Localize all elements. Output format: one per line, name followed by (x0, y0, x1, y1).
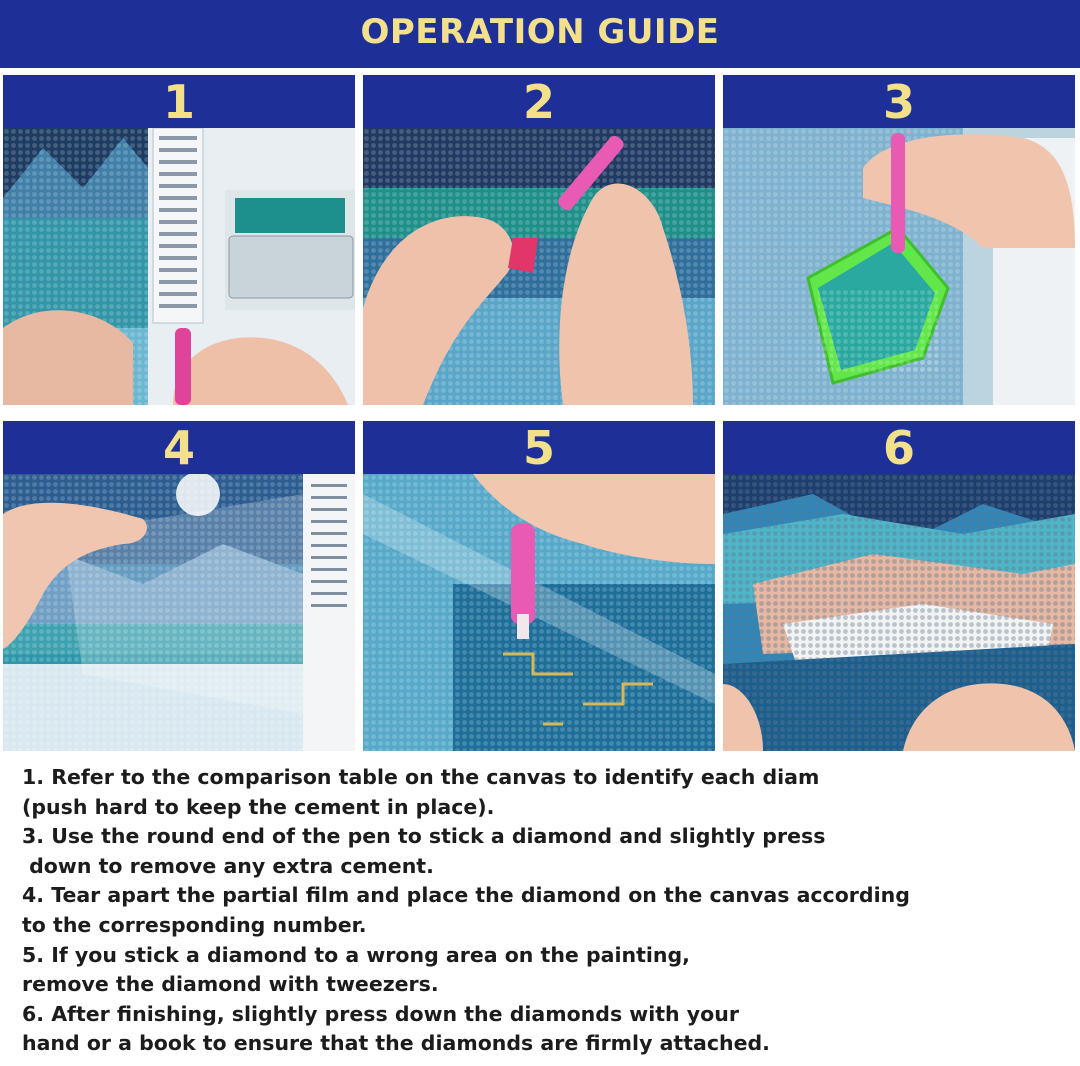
step-number-bar (3, 75, 355, 128)
instruction-line: down to remove any extra cement. (22, 853, 434, 878)
instruction-line: 1. Refer to the comparison table on the canvas to identify each diam (22, 765, 820, 789)
step-photo-place-diamond (363, 474, 715, 751)
instruction-line: to the corresponding number. (22, 912, 367, 937)
step-number-bar (723, 421, 1075, 474)
step-panel-5 (363, 421, 715, 751)
instruction-line: hand or a book to ensure that the diamonds are firmly attached. (22, 1031, 770, 1056)
step-photo-comparison-table (3, 128, 355, 405)
instruction-line: 3. Use the round end of the pen to stick a diamond and slightly press (22, 824, 826, 849)
step-photo-diamond-tray (723, 128, 1075, 405)
instruction-line: remove the diamond with tweezers. (22, 972, 439, 997)
instruction-line: 5. If you stick a diamond to a wrong area on the painting, (22, 942, 690, 967)
step-photo-pen-drill (363, 128, 715, 405)
instruction-line: 6. After finishing, slightly press down the diamonds with your (22, 1001, 739, 1026)
step-number: 2 (522, 75, 555, 129)
step-panel-6 (723, 421, 1075, 751)
step-photo-peel-film (3, 474, 355, 751)
step-number-bar (363, 421, 715, 474)
step-panel-2 (363, 75, 715, 405)
page-title: OPERATION GUIDE (360, 12, 720, 52)
step-number: 5 (522, 421, 555, 475)
step-number-bar (723, 75, 1075, 128)
step-panel-1 (3, 75, 355, 405)
instruction-list (22, 763, 1062, 1059)
step-panel-3 (723, 75, 1075, 405)
step-photo-finished-painting (723, 474, 1075, 751)
header-banner (0, 0, 1080, 68)
step-number-bar (3, 421, 355, 474)
instruction-line: 4. Tear apart the partial film and place the diamond on the canvas according (22, 883, 910, 908)
step-number: 4 (162, 421, 195, 475)
step-number: 3 (882, 75, 915, 129)
step-number-bar (363, 75, 715, 128)
step-number: 6 (882, 421, 915, 475)
step-number: 1 (162, 75, 195, 129)
step-panel-4 (3, 421, 355, 751)
instruction-line: (push hard to keep the cement in place). (22, 794, 495, 819)
